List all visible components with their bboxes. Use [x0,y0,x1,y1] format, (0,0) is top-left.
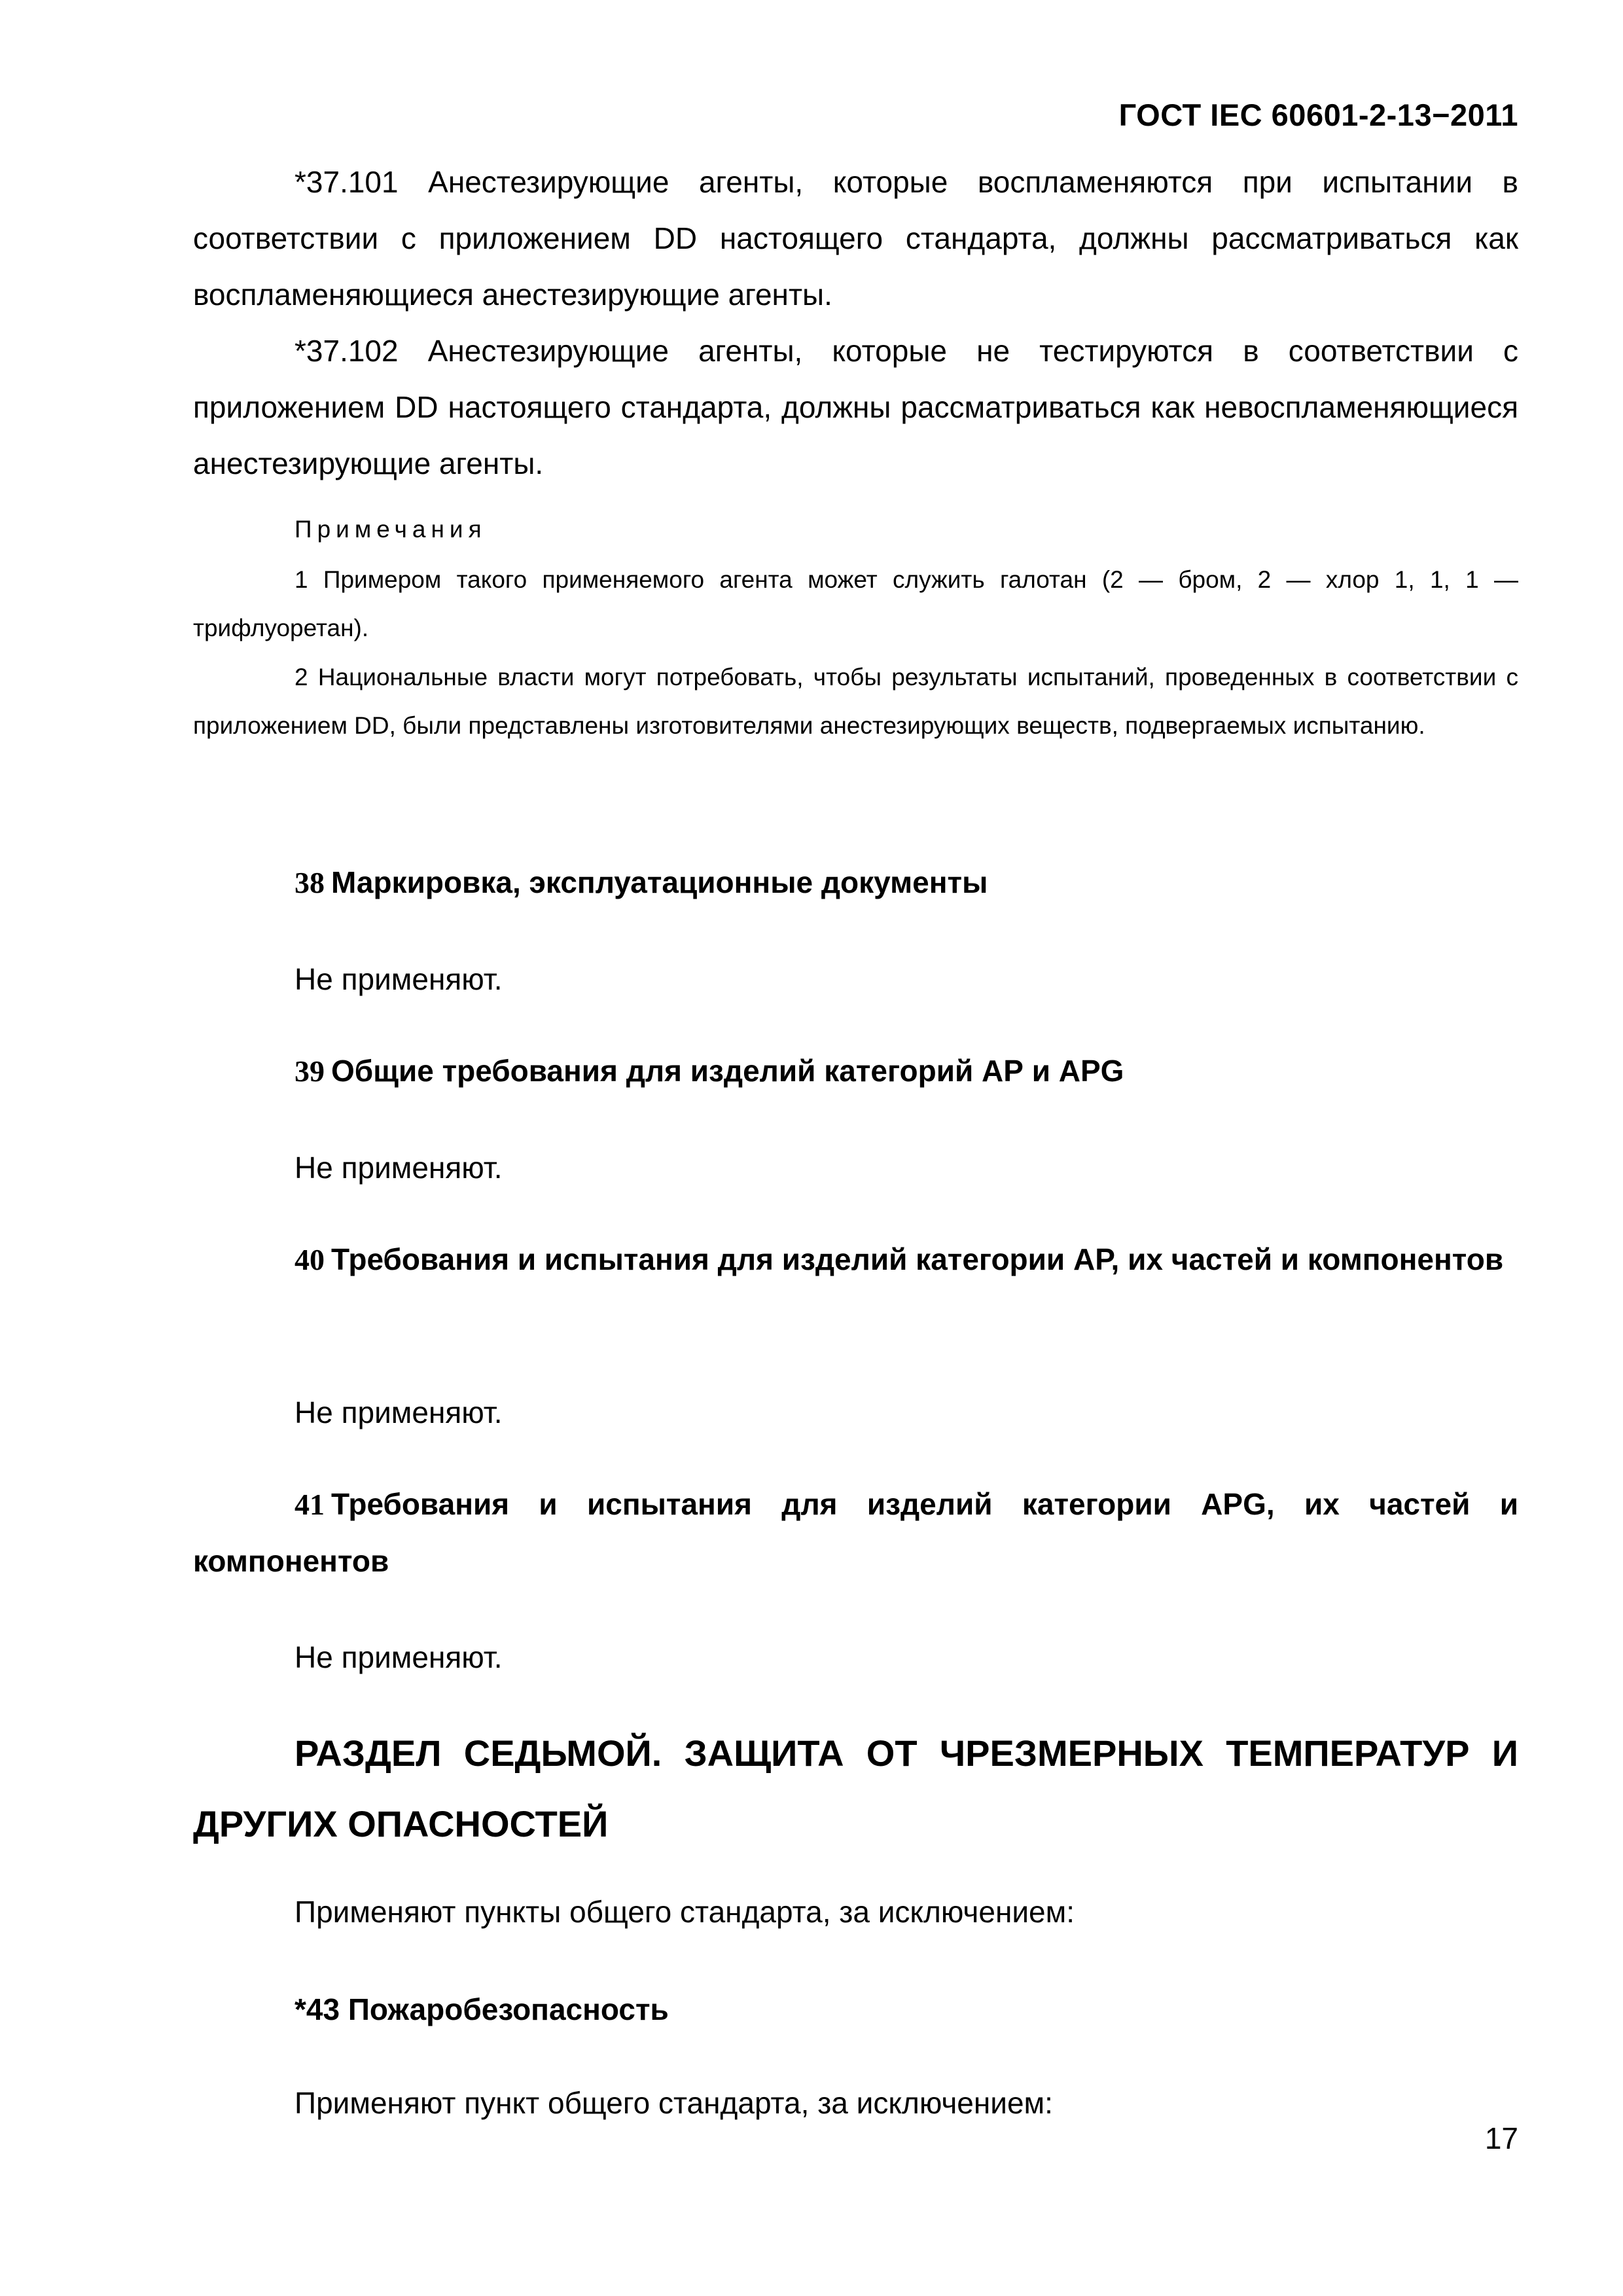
clause-43-title: *43 Пожаробезопасность [294,1992,669,2026]
section-40-title: Требования и испытания для изделий категории АР, их частей и компонентов [331,1242,1504,1276]
section-40-body: Не применяют. [294,1395,503,1429]
section-39-title: Общие требования для изделий категорий АР и APG [331,1054,1124,1088]
section-39-number: 39 [294,1054,325,1088]
section-40-heading [193,1231,1518,1288]
section-41-heading [193,1476,1518,1589]
section-39-heading [193,1043,1518,1100]
section-38-number: 38 [294,866,325,899]
part-seven-intro: Применяют пункты общего стандарта, за исключением: [294,1895,1075,1929]
notes-title: Примечания [294,516,487,543]
clause-43-body: Применяют пункт общего стандарта, за исключением: [294,2086,1053,2120]
section-41-body: Не применяют. [294,1640,503,1674]
clause-37-102: *37.102 Анестезирующие агенты, которые не тестируются в соответствии с приложением DD настоящего стандарта, должны рассматриваться как невоспламеняющиеся анестезирующие агенты. [193,334,1518,480]
section-39-body: Не применяют. [294,1151,503,1185]
note-1: 1 Примером такого применяемого агента может служить галотан (2 — бром, 2 — хлор 1, 1, 1 — трифлуоретан). [193,566,1518,641]
document-code-header: ГОСТ IEC 60601-2-13−2011 [1118,98,1518,132]
section-38-title: Маркировка, эксплуатационные документы [331,865,988,899]
section-40-number: 40 [294,1243,325,1276]
section-41-number: 41 [294,1488,325,1521]
section-41-title: Требования и испытания для изделий категории APG, их частей и компонентов [193,1487,1518,1578]
section-38-heading [193,854,1518,911]
section-38-body: Не применяют. [294,962,503,996]
clause-37-101: *37.101 Анестезирующие агенты, которые воспламеняются при испытании в соответствии с приложением DD настоящего стандарта, должны рассматриваться как воспламеняющиеся анестезирующие агенты. [193,165,1518,312]
note-2: 2 Национальные власти могут потребовать, чтобы результаты испытаний, проведенных в соответствии с приложением DD, были представлены изготовителями анестезирующих веществ, подвергаемых испытанию. [193,664,1518,739]
part-seven-title: РАЗДЕЛ СЕДЬМОЙ. ЗАЩИТА ОТ ЧРЕЗМЕРНЫХ ТЕМПЕРАТУР И ДРУГИХ ОПАСНОСТЕЙ [193,1732,1518,1844]
page-number: 17 [1484,2121,1518,2155]
